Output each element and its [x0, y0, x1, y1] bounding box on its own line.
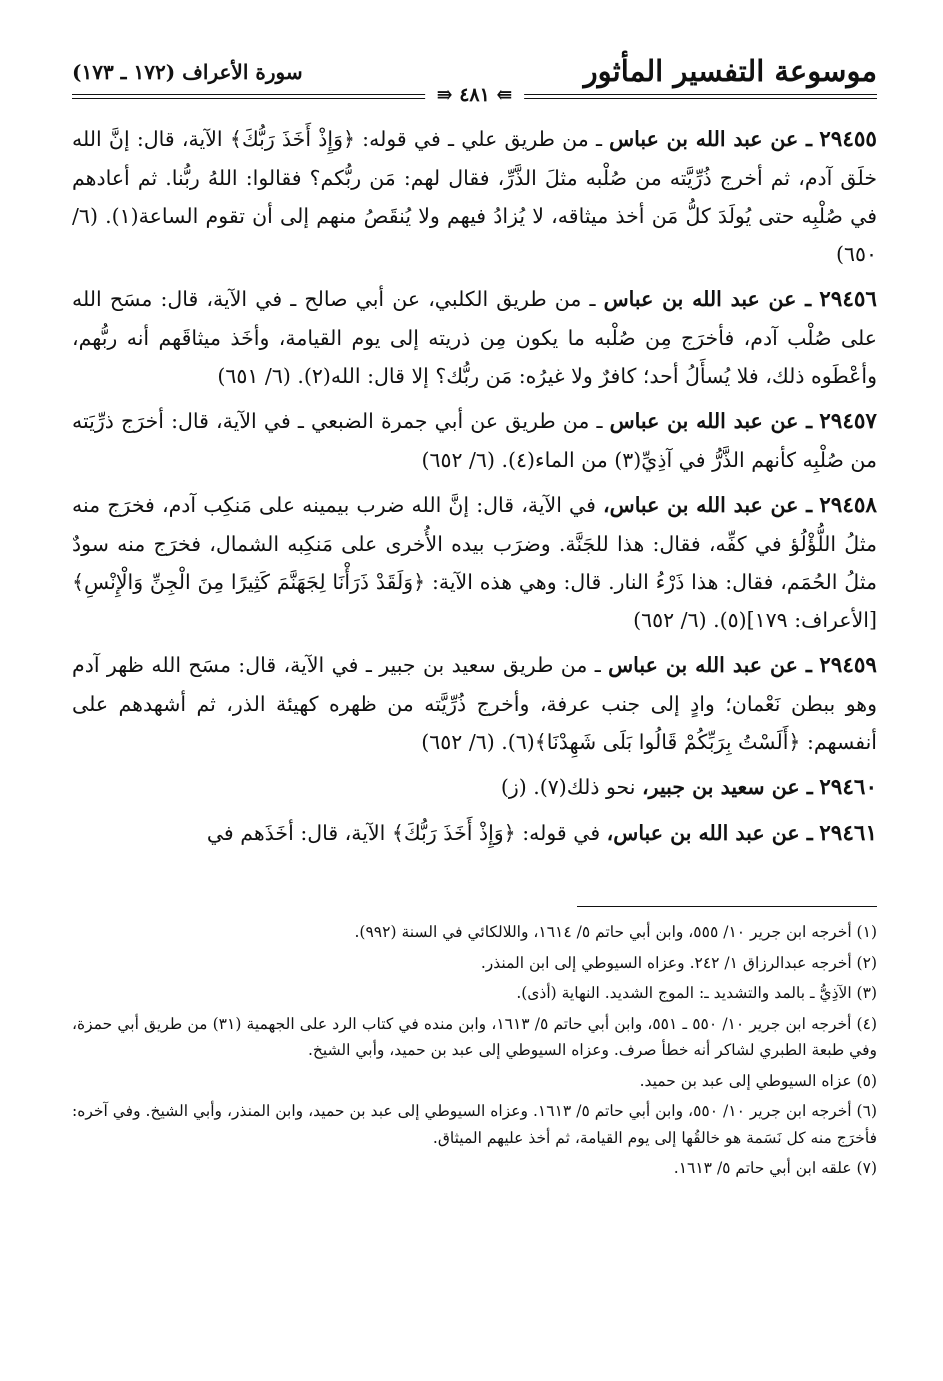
narration-text: في الآية، قال: إنَّ الله ضرب بيمينه على مَنكِب آدم، فخرَج منه مثلُ اللُّؤْلُؤ في كفِّه، فقال: هذا للجَنَّة. وضرَب بيده الأُخرى على مَنكِبه الشمال، فخرَج منه سودٌ مثلُ الحُمَم، فقال: هذا ذَرْءُ النار. قال: وهي هذه الآية: ﴿وَلَقَدْ ذَرَأْنَا لِجَهَنَّمَ كَثِيرًا مِنَ الْجِنِّ وَالْإِنْسِ﴾ [الأعراف: ١٧٩](٥). (٦/ ٦٥٢): [72, 493, 877, 632]
narration-paragraph: [72, 646, 877, 768]
narration-text: ـ من طريق علي ـ في قوله: ﴿وَإِذْ أَخَذَ رَبُّكَ﴾ الآية، قال: إنَّ الله خلَق آدم، ثم أخرج ذُرِّيَّته من صُلْبه مثلَ الذَّرِّ، فقال لهم: مَن ربُّكم؟ فقالوا: اللهُ ربُّنا. ثم أعادهم في صُلْبِه حتى يُولَدَ كلُّ مَن أخذ ميثاقه، لا يُزادُ فيهم ولا يُنقَصُ منهم إلى أن تقوم الساعة(١). (٦/ ٦٥٠): [72, 127, 877, 266]
narrator: ـ عن عبد الله بن عباس: [609, 127, 813, 151]
main-text: [72, 120, 877, 860]
book-title: موسوعة التفسير المأثور: [583, 54, 877, 88]
page-number: ⇚ ٤٨١ ⇛: [425, 84, 525, 106]
narrator: ـ عن عبد الله بن عباس: [609, 409, 813, 433]
narration-number: ٢٩٤٦٠: [819, 775, 877, 800]
narration-paragraph: [72, 768, 877, 814]
narration-text: ـ من طريق عن أبي جمرة الضبعي ـ في الآية، قال: أخرَج ذرِّيَته من صُلْبِه كأنهم الذَّرُّ في آذِيِّ(٣) من الماء(٤). (٦/ ٦٥٢): [72, 409, 877, 472]
narration-paragraph: [72, 280, 877, 402]
narration-number: ٢٩٤٥٨: [819, 493, 877, 518]
narrator: ـ عن عبد الله بن عباس،: [606, 821, 813, 845]
narration-text: ـ من طريق الكلبي، عن أبي صالح ـ في الآية، قال: مسَح الله على صُلْب آدم، فأخرَج مِن صُلْبه ما يكون مِن ذريته إلى يوم القيامة، وأخَذ ميثاقَهم أنه ربُّهم، وأعْطَوه ذلك، فلا يُسأَلُ أحد؛ كافرٌ ولا غيرُه: مَن ربُّك؟ إلا قال: الله(٢). (٦/ ٦٥١): [72, 287, 877, 388]
footnotes: [72, 919, 877, 1182]
narration-number: ٢٩٤٥٩: [819, 653, 877, 678]
narration-text: نحو ذلك(٧). (ز): [500, 775, 636, 799]
footnote: (٤) أخرجه ابن جرير ١٠/ ٥٥٠ ـ ٥٥١، وابن أبي حاتم ٥/ ١٦١٣، وابن منده في كتاب الرد على الجهمية (٣١) من طريق أبي حمزة، وفي طبعة الطبري لشاكر أنه خطأ صرف. وعزاه السيوطي إلى عبد بن حميد، وأبي الشيخ.: [72, 1014, 877, 1059]
surah-range: سورة الأعراف (١٧٢ ـ ١٧٣): [72, 60, 303, 84]
narration-text: ـ من طريق سعيد بن جبير ـ في الآية، قال: مسَح الله ظهر آدم وهو ببطن نَعْمان؛ وادٍ إلى جنب عرفة، وأخرج ذُرِّيَّته من ظهره كهيئة الذر، ثم أشهدهم على أنفسهم: ﴿أَلَسْتُ بِرَبِّكُمْ قَالُوا بَلَى شَهِدْنَا﴾(٦). (٦/ ٦٥٢): [72, 653, 877, 754]
footnote: (٧) علقه ابن أبي حاتم ٥/ ١٦١٣.: [673, 1159, 877, 1177]
running-header: [72, 50, 877, 120]
footnote: (٦) أخرجه ابن جرير ١٠/ ٥٥٠، وابن أبي حاتم ٥/ ١٦١٣. وعزاه السيوطي إلى عبد بن حميد، وابن المنذر، وأبي الشيخ. وفي آخره: فأخرَج منه كل نَسَمة هو خالقُها إلى يوم القيامة، ثم أخذ عليهم الميثاق.: [72, 1102, 877, 1147]
narration-paragraph: [72, 120, 877, 280]
footnote: (١) أخرجه ابن جرير ١٠/ ٥٥٥، وابن أبي حاتم ٥/ ١٦١٤، واللالكائي في السنة (٩٩٢).: [354, 923, 877, 941]
narration-number: ٢٩٤٥٦: [819, 287, 877, 312]
narrator: ـ عن عبد الله بن عباس: [603, 287, 812, 311]
narration-number: ٢٩٤٥٥: [819, 127, 877, 152]
narrator: ـ عن عبد الله بن عباس: [608, 653, 812, 677]
narration-paragraph: [72, 486, 877, 646]
narrator: ـ عن سعيد بن جبير،: [642, 775, 813, 799]
narration-paragraph: [72, 402, 877, 486]
narrator: ـ عن عبد الله بن عباس،: [603, 493, 813, 517]
narration-number: ٢٩٤٦١: [819, 821, 877, 846]
book-page: [72, 50, 877, 1186]
narration-number: ٢٩٤٥٧: [819, 409, 877, 434]
footnote: (٢) أخرجه عبدالرزاق ١/ ٢٤٢. وعزاه السيوطي إلى ابن المنذر.: [480, 953, 877, 972]
narration-text: في قوله: ﴿وَإِذْ أَخَذَ رَبُّكَ﴾ الآية، قال: أخَذَهم في: [206, 821, 601, 845]
footnote: (٥) عزاه السيوطي إلى عبد بن حميد.: [639, 1071, 877, 1090]
footnote-separator: [577, 906, 877, 907]
footnote: (٣) الآذِيُّ ـ بالمد والتشديد ـ: الموج الشديد. النهاية (أذى).: [516, 984, 877, 1002]
narration-paragraph: [72, 814, 877, 860]
